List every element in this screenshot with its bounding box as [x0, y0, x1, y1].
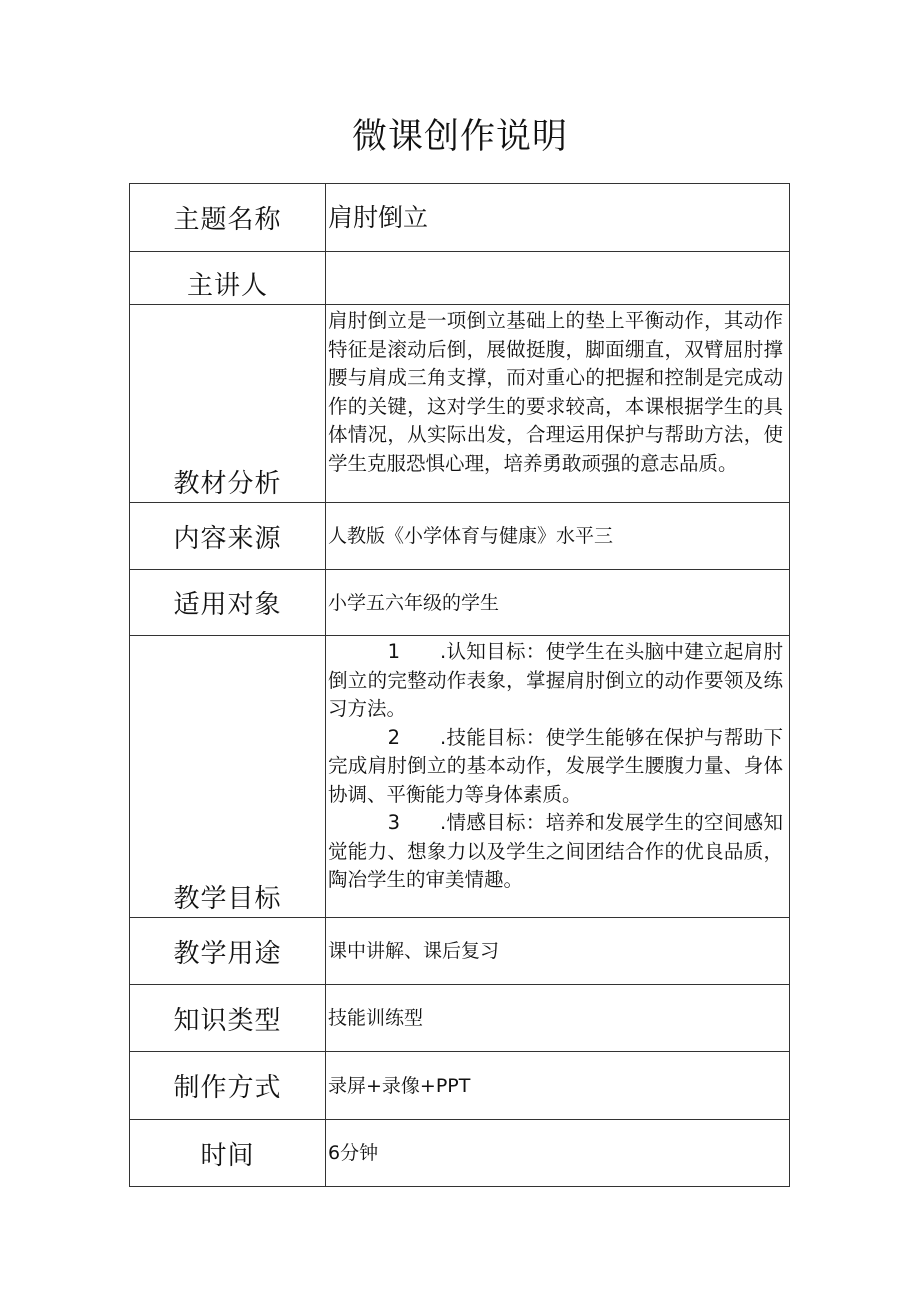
- table-row: [130, 570, 790, 636]
- row-value-teaching-goals: [326, 636, 790, 918]
- goal-number: 2: [387, 725, 400, 749]
- row-label-teaching-goals: 教学目标: [130, 636, 326, 918]
- row-value-speaker: [326, 252, 790, 305]
- row-label-audience: 适用对象: [130, 570, 326, 636]
- table-row: [130, 985, 790, 1052]
- row-value-audience: 小学五六年级的学生: [326, 570, 790, 636]
- table-row: [130, 252, 790, 305]
- row-value-topic: 肩肘倒立: [326, 184, 790, 252]
- row-value-knowledge-type: 技能训练型: [326, 985, 790, 1052]
- goal-text: .情感目标：培养和发展学生的空间感知觉能力、想象力以及学生之间团结合作的优良品质，陶冶学生的审美情趣。: [328, 811, 783, 891]
- table-row: [130, 1120, 790, 1187]
- page-title: 微课创作说明: [351, 117, 568, 157]
- table-row: [130, 305, 790, 503]
- row-label-material-analysis: 教材分析: [130, 305, 326, 503]
- table-row: [130, 1052, 790, 1120]
- table-row: [130, 636, 790, 918]
- row-label-production-method: 制作方式: [130, 1052, 326, 1120]
- row-value-duration: 6分钟: [326, 1120, 790, 1187]
- goal-item: [328, 638, 783, 724]
- goal-text: .认知目标：使学生在头脑中建立起肩肘倒立的完整动作表象，掌握肩肘倒立的动作要领及练习方法。: [328, 640, 783, 720]
- row-label-speaker: 主讲人: [130, 252, 326, 305]
- row-value-material-analysis: 肩肘倒立是一项倒立基础上的垫上平衡动作，其动作特征是滚动后倒，展做挺腹，脚面绷直，双臂屈肘撑腰与肩成三角支撑，而对重心的把握和控制是完成动作的关键，这对学生的要求较高，本课根据学生的具体情况，从实际出发，合理运用保护与帮助方法，使学生克服恐惧心理，培养勇敢顽强的意志品质。: [326, 305, 790, 503]
- row-label-duration: 时间: [130, 1120, 326, 1187]
- row-label-topic: 主题名称: [130, 184, 326, 252]
- row-value-usage: 课中讲解、课后复习: [326, 918, 790, 985]
- table-row: [130, 503, 790, 570]
- table-row: [130, 184, 790, 252]
- goal-item: [328, 724, 783, 810]
- row-label-knowledge-type: 知识类型: [130, 985, 326, 1052]
- table-row: [130, 918, 790, 985]
- row-value-production-method: 录屏+录像+PPT: [326, 1052, 790, 1120]
- goal-item: [328, 809, 783, 895]
- row-label-usage: 教学用途: [130, 918, 326, 985]
- info-table: [129, 183, 790, 1187]
- goal-number: 3: [387, 811, 400, 834]
- row-value-content-source: 人教版《小学体育与健康》水平三: [326, 503, 790, 570]
- goal-number: 1: [387, 640, 400, 663]
- row-label-content-source: 内容来源: [130, 503, 326, 570]
- goal-text: .技能目标：使学生能够在保护与帮助下完成肩肘倒立的基本动作，发展学生腰腹力量、身体协调、平衡能力等身体素质。: [328, 725, 783, 806]
